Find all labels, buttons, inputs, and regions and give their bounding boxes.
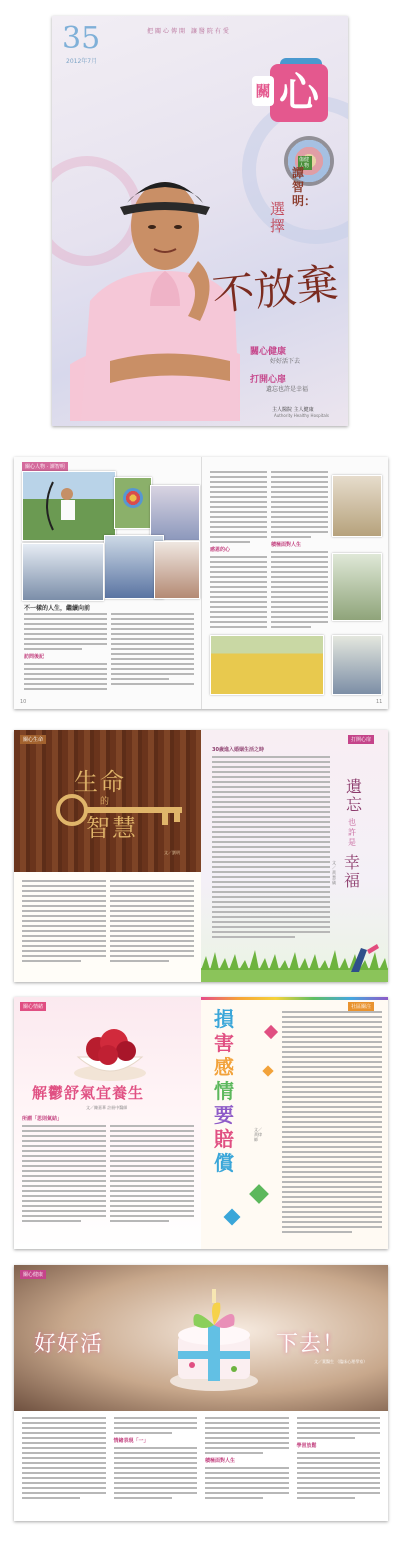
title-right: 下去！ xyxy=(276,1332,346,1357)
cover-subtitle: 選擇 xyxy=(270,200,286,235)
byline: 文／葉醫生 （臨床心理學家） xyxy=(314,1359,368,1364)
page-gutter xyxy=(201,457,202,709)
cover-name: 譚智明： xyxy=(292,166,317,208)
title-life: 生命 xyxy=(74,768,126,796)
spread-archery xyxy=(14,457,388,709)
right-title xyxy=(214,1007,254,1175)
cover-line-2: 打開心扉 xyxy=(250,375,287,385)
section-tag: 關心人物 · 譚智明 xyxy=(22,462,68,471)
cover-line-1: 關心健康 xyxy=(250,347,287,357)
title-char: 償 xyxy=(214,1151,234,1175)
page-number-left: 10 xyxy=(20,699,27,705)
byline: 文／劉明 xyxy=(164,850,180,855)
magazine-logo-small: 關 xyxy=(252,76,274,106)
right-lead: 30歲進入婚姻生活之時 xyxy=(212,747,264,753)
photo-yellow-team xyxy=(210,635,324,695)
rainbow-strip xyxy=(201,997,388,1000)
title-char: 害 xyxy=(214,1031,234,1055)
photo-wheelchair-mid xyxy=(332,553,382,621)
grass-illustration xyxy=(201,942,388,982)
title-forget: 遺忘 xyxy=(346,777,363,814)
text-columns xyxy=(22,1417,380,1515)
section-tag: 關心健康 xyxy=(20,1270,46,1279)
subhead: 學習放鬆 xyxy=(296,1443,317,1449)
title-happiness: 幸福 xyxy=(344,853,361,890)
title-of: 的 xyxy=(100,797,110,807)
cover-publisher: 主人醫院 主人健康 xyxy=(272,407,314,413)
left-callout: 所謂「思則氣結」 xyxy=(22,1116,63,1122)
cover-line-1-sub: 好好活下去 xyxy=(270,358,301,365)
cover-slogan: Authority Healthy Hospitals xyxy=(274,413,329,418)
spread-wisdom xyxy=(14,730,388,982)
text-columns-left xyxy=(22,1125,194,1241)
cover-line-2-sub: 遺忘也許是幸福 xyxy=(266,386,309,393)
cover-tagline: 把關心傳開 讓醫院有愛 xyxy=(147,28,231,35)
title-left: 好好活 xyxy=(34,1332,104,1357)
title-char: 損 xyxy=(214,1007,234,1031)
photo-archery-target xyxy=(114,477,152,529)
title-char: 情 xyxy=(214,1079,234,1103)
photo-wheelchair-bottom xyxy=(332,635,382,695)
title-char: 感 xyxy=(214,1055,234,1079)
byline: 文／陳嘉華 註冊中醫師 xyxy=(86,1105,128,1110)
photo-wheelchair-top xyxy=(332,475,382,537)
right-byline: 文／黃律師 xyxy=(254,1127,262,1142)
title-maybe: 也許是 xyxy=(348,818,356,847)
right-byline: 文／黃慧儀 xyxy=(332,860,336,885)
photo-group xyxy=(150,485,200,541)
title-wisdom: 智慧 xyxy=(86,814,138,842)
cover-headline: 不放棄 xyxy=(210,258,341,321)
spread-emotion xyxy=(14,997,388,1249)
magazine-logo: 心 xyxy=(270,64,328,122)
section-tag-right: 打開心扉 xyxy=(348,735,374,744)
photo-portrait xyxy=(154,541,200,599)
magazine-cover xyxy=(52,16,348,426)
photo-archer xyxy=(22,471,116,541)
photo-team xyxy=(22,543,104,601)
page-number-right: 11 xyxy=(376,699,383,705)
title-char: 要 xyxy=(214,1103,234,1127)
article-heading: 不一樣的人生，繼續向前 xyxy=(24,605,91,612)
rose-bowl-illustration xyxy=(70,1015,150,1085)
cover-badge: 傷健人物 xyxy=(298,156,312,170)
issue-date: 2012年7月 xyxy=(66,58,98,65)
text-columns-right xyxy=(212,756,330,946)
section-tag-left: 關心情緒 xyxy=(20,1002,46,1011)
gift-cake-illustration xyxy=(164,1285,264,1395)
text-columns xyxy=(22,880,194,976)
text-columns-right xyxy=(282,1011,382,1241)
article-title: 解鬱舒氣宜養生 xyxy=(32,1084,145,1102)
spread-live-well xyxy=(14,1265,388,1521)
subhead: 積極面對人生 xyxy=(205,1458,236,1464)
text-columns-right xyxy=(210,471,328,631)
text-columns-left xyxy=(24,613,194,701)
subhead: 訪問後記 xyxy=(24,654,45,660)
subhead: 情緒表現「一」 xyxy=(113,1438,149,1444)
title-char: 賠 xyxy=(214,1127,234,1151)
subhead: 積極面對人生 xyxy=(271,542,302,548)
section-tag-left: 關心生命 xyxy=(20,735,46,744)
section-tag-right: 社區關注 xyxy=(348,1002,374,1011)
subhead: 感恩的心 xyxy=(210,547,231,553)
issue-number: 35 xyxy=(62,21,101,56)
